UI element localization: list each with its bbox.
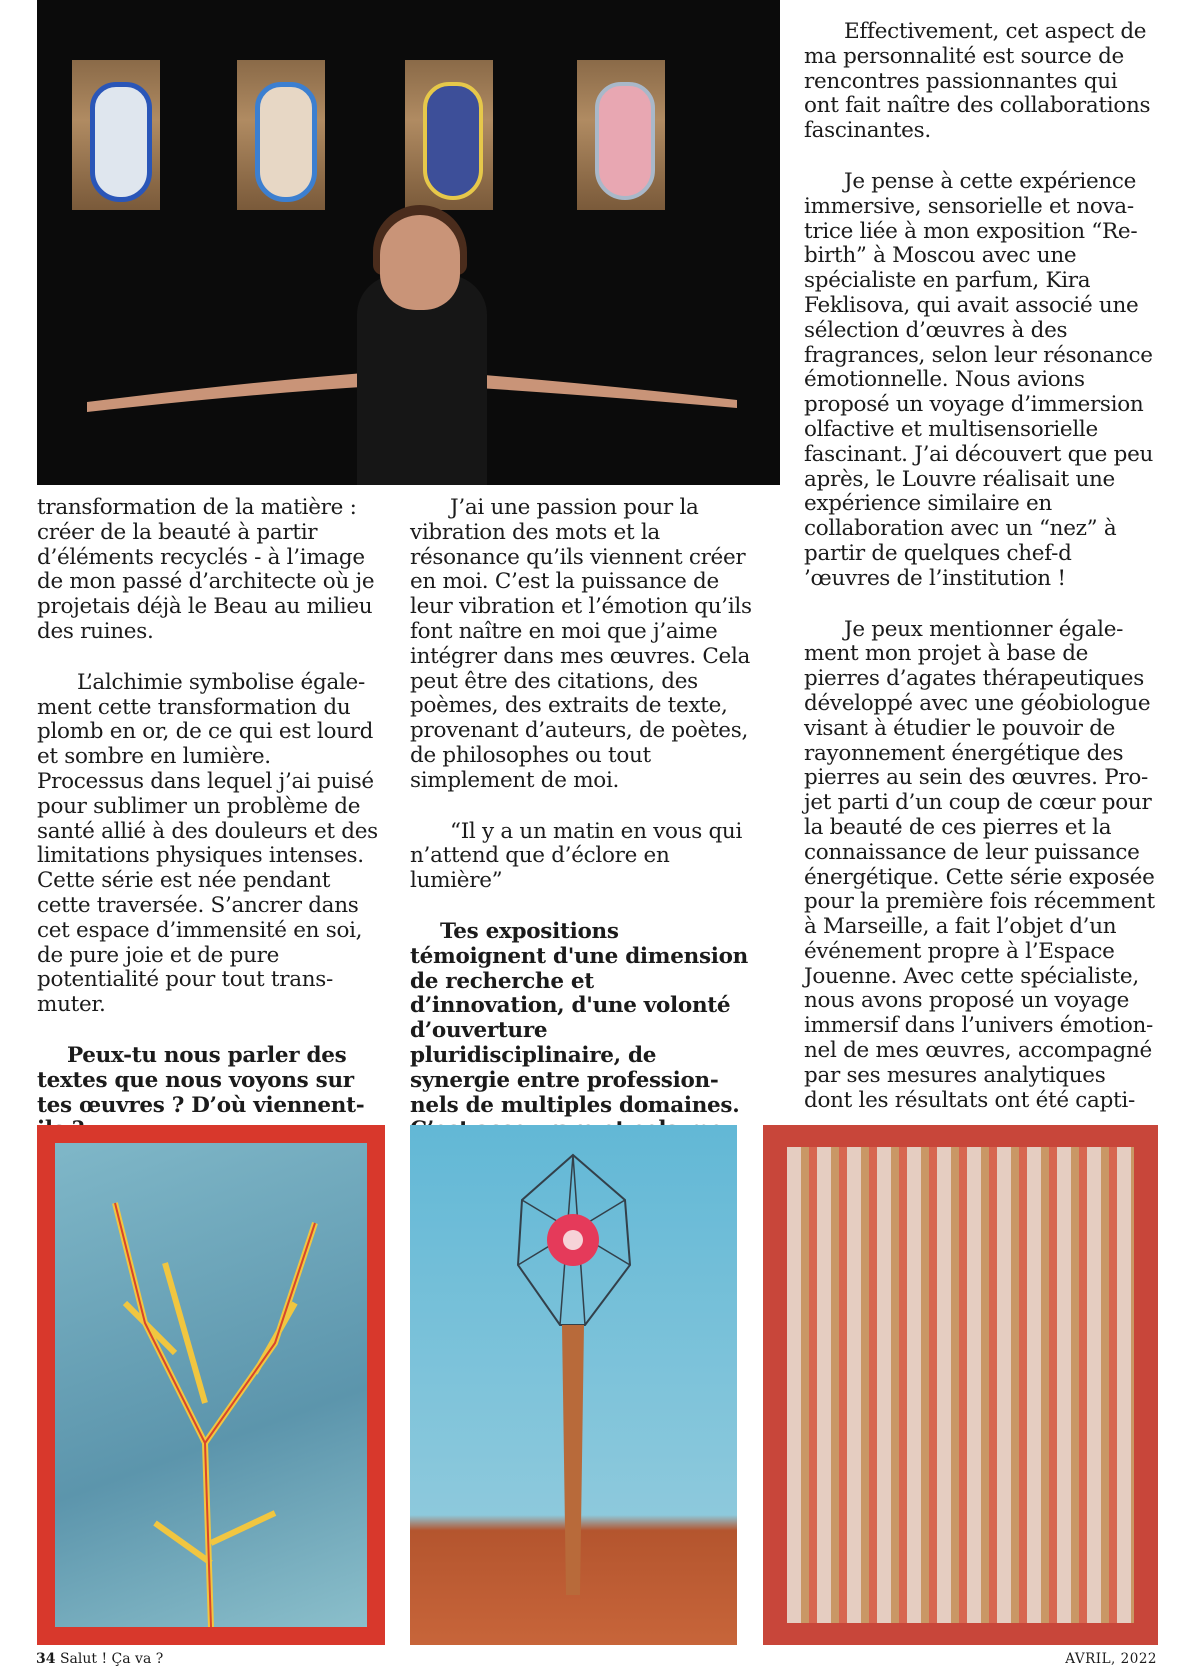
page-footer-left — [36, 1651, 163, 1667]
column-3 — [804, 20, 1156, 1113]
col2-paragraph-1: J’ai une passion pour la vibration des mots et la résonance qu’ils viennent créer en moi. C’est la puissance de leur vibration et l’émotion qu’ils font naître en moi que j’aime intégrer dans mes œuvres. Cela peut être des citations, des poèmes, des extraits de texte, provenant d’auteurs, de poètes, de philosophes ou tout simplement de moi. — [410, 495, 752, 793]
artwork-cage-sculpture — [410, 1125, 737, 1645]
artwork-mask-4 — [577, 60, 665, 210]
col2-question: Tes expositions témoignent d'une dimension de recherche et d’innovation, d'une volonté d’ouverture pluridisciplinaire, de synergie entre professionnels de multiples domaines. — [410, 918, 749, 1118]
issue-date: AVRIL, 2022 — [1065, 1651, 1157, 1667]
col1-paragraph-2: L’alchimie symbolise également cette transformation du plomb en or, de ce qui est lourd et sombre en lumière. Processus dans lequel j’ai puisé pour sublimer un problème de santé allié à des douleurs et des limitations physiques intenses. Cette série est née pendant cette traversée. S’ancrer dans cet espace d’immensité en soi, de pure joie et de pure potentialité pour tout transmuter. — [37, 669, 378, 1018]
artwork-mask-1 — [72, 60, 160, 210]
col1-question: Peux-tu nous parler des textes que nous voyons sur tes œuvres ? D’où viennent- — [37, 1042, 365, 1118]
artwork-mask-2 — [237, 60, 325, 210]
artwork-tree-painting — [37, 1125, 385, 1645]
col1-paragraph-1: transformation de la matière : créer de la beauté à partir d’éléments recyclés - à l’image de mon passé d’architecte où je projetais déjà le Beau au milieu des ruines. — [37, 495, 375, 644]
page-number: 34 — [36, 1651, 56, 1667]
magazine-name: Salut ! Ça va ? — [59, 1651, 164, 1667]
artwork-mask-3 — [405, 60, 493, 210]
col2-quote: “Il y a un matin en vous qui n’attend que d’éclore en lumière” — [410, 818, 743, 894]
col3-paragraph-1: Effectivement, cet aspect de ma personnalité est source de rencontres passionnantes qui ont fait naître des collaborations fascinantes. — [804, 19, 1151, 144]
artwork-textile-painting — [763, 1125, 1158, 1645]
hero-photo — [37, 0, 780, 485]
col3-paragraph-3: Je peux mentionner également mon projet à base de pierres d’agates thérapeutiques développé avec une géobiologue visant à étudier le pouvoir de rayonnement énergétique des pierres au sein des œuvres. Projet parti d’un coup de cœur pour la beauté de ces pierres et la connaissance de leur puissance énergétique. Cette série exposée pour la première fois récemment à Marseille, a fait l’objet d’un événement propre à l’Espace Jouenne. Avec cette spécialiste, nous avons proposé un voyage immersif dans l’univers émotionnel de mes œuvres, accompagné par ses mesures analytiques dont les résultats ont été capti- — [804, 616, 1155, 1113]
column-2 — [410, 496, 755, 1193]
col3-paragraph-2: Je pense à cette expérience immersive, sensorielle et novatrice liée à mon exposition “Rebirth” à Moscou avec une spécialiste en parfum, Kira Feklisova, qui avait associé une sélection d’œuvres à des fragrances, selon leur résonance émotionnelle. Nous avions proposé un voyage d’immersion olfactive et multisensorielle fascinant. J’ai découvert que peu après, le Louvre réalisait une expérience similaire en collaboration avec un “nez” à partir de quelques chef-d ’œuvres de l’institution ! — [804, 168, 1154, 591]
column-1 — [37, 496, 382, 1143]
woman-face — [380, 215, 460, 310]
